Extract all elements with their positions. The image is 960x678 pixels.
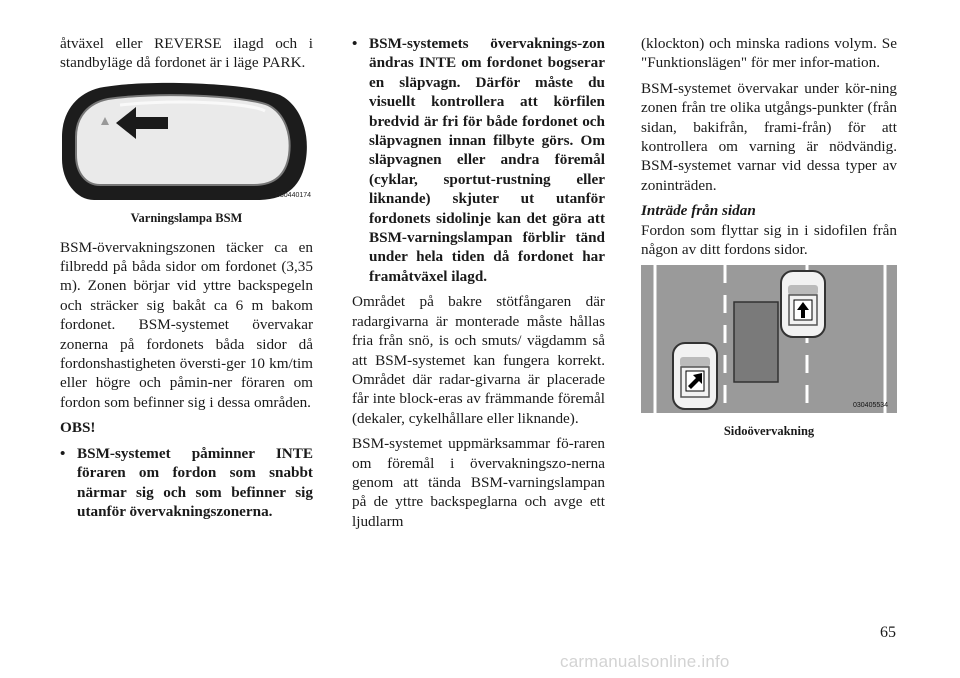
approaching-car-icon (673, 343, 717, 409)
own-car-icon (781, 271, 825, 337)
paragraph: Området på bakre stötfångaren där radargivarna är monterade måste hållas fria från snö, is och smuts/ vägdamm så att BSM-systemet kan fungera korrekt. Området där radar-givarna är placerade får inte block-eras av främmande föremål (dekaler, cykelhållare eller liknande). (352, 293, 605, 427)
bullet-item: • BSM-systemets övervaknings-zon ändras INTE om fordonet bogserar en släpvagn. Därför måste du visuellt kontrollera att körfilen bredvid är fri för både fordonet och släpvagnen innan filbyte görs. Om släpvagnen eller andra föremål (cyklar, sportut-rustning eller liknande) skjuter ut utanför fordonets sidolinje kan det göra att BSM-varningslampan förblir tänd under hela tiden då fordonet har framåtväxel ilagd. (352, 35, 605, 285)
paragraph: BSM-systemet övervakar under kör-ning zonen från tre olika utgångs-punkter (från sidan, bakifrån, frami-från) för att kontrollera om varning är nödvändig. BSM-systemet varnar vid dessa typer av zoninträden. (641, 79, 897, 194)
paragraph: Fordon som flyttar sig in i sidofilen från någon av ditt fordons sidor. (641, 221, 897, 259)
mirror-figure (60, 81, 313, 229)
side-monitoring-figure (641, 265, 897, 441)
page-number: 65 (880, 624, 896, 641)
figure-caption: Varningslampa BSM (130, 211, 243, 226)
column-middle (352, 34, 605, 537)
side-mirror-illustration (60, 81, 313, 201)
column-left (60, 34, 313, 527)
figure-code: 030405534 (853, 402, 889, 410)
note-heading: OBS! (60, 419, 96, 437)
paragraph: BSM-systemet uppmärksammar fö-raren om föremål i övervakningszo-nerna genom att tända BSM-varningslampan på de yttre backspeglarna och avge ett ljudlarm (352, 435, 605, 530)
figure-caption: Sidoövervakning (723, 423, 815, 438)
paragraph: BSM-övervakningszonen täcker ca en filbredd på båda sidor om fordonet (3,35 m). Zonen börjar vid yttre backspegeln och sträcker sig bakåt ca 6 m bakom fordonet. BSM-systemet övervakar zonerna på fordonets båda sidor då fordonshastigheten översti-ger 10 km/tim eller högre och påmin-ner föraren om fordon som befinner sig i dessa områden. (60, 238, 313, 411)
subheading: Inträde från sidan (641, 202, 756, 220)
bullet-item: • BSM-systemet påminner INTE föraren om fordon som snabbt närmar sig och som befinner sig utanför övervakningszonerna. (60, 444, 313, 520)
detection-zone (734, 302, 778, 382)
watermark: carmanualsonline.info (560, 652, 730, 671)
paragraph: (klockton) och minska radions volym. Se "Funktionslägen" för mer infor-mation. (641, 35, 897, 72)
paragraph: åtväxel eller REVERSE ilagd och i standbyläge då fordonet är i läge PARK. (60, 35, 313, 72)
road-illustration (641, 265, 897, 413)
figure-code: 030440174 (276, 191, 312, 199)
column-right (641, 34, 897, 450)
